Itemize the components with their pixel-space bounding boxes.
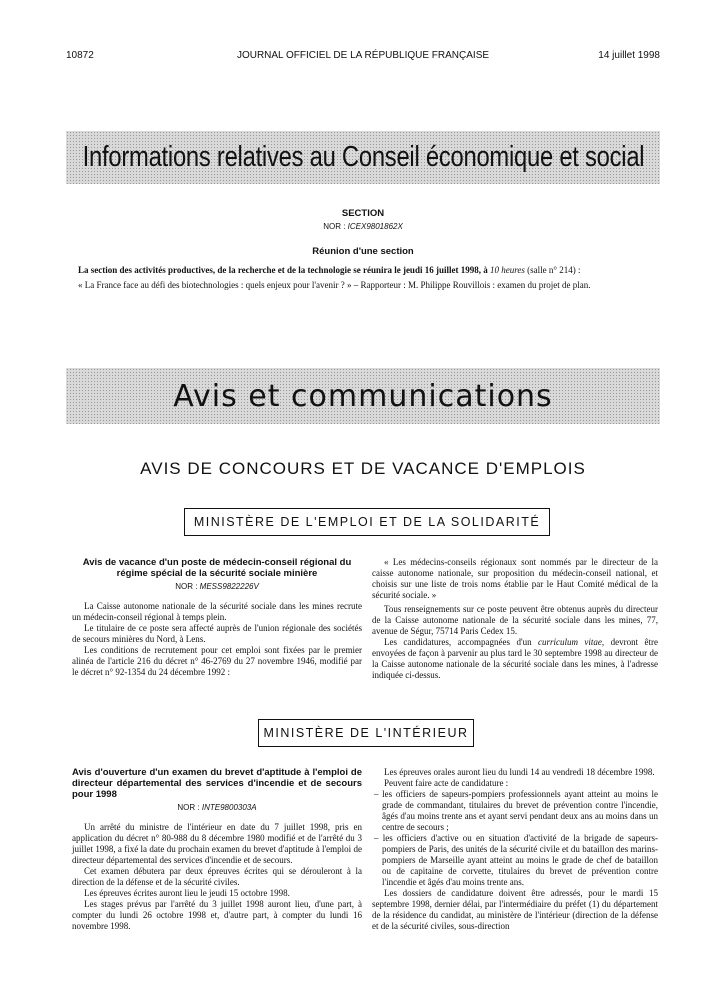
avis-banner — [66, 368, 660, 424]
ministry2-right-item-1: – les officiers de sapeurs-pompiers professionnels ayant atteint au moins le grade de commandant, titulaires du brevet de prévention contre l'incendie, âgés d'au moins trente ans et ayant servi pendant deux ans au moins dans un centre de secours ; — [374, 789, 658, 832]
section-para-2: « La France face au défi des biotechnologies : quels enjeux pour l'avenir ? » – Rapporteur : M. Philippe Rouvillois : examen du projet de plan. — [78, 280, 591, 290]
nor-prefix: NOR : — [323, 222, 346, 231]
para1-bold: La section des activités productives, de la recherche et de la technologie se réunira le jeudi 16 juillet 1998, à — [78, 265, 488, 275]
ministry2-right-para-3: Les dossiers de candidature doivent être adressés, pour le mardi 15 septembre 1998, dernier délai, par l'intermédiaire du préfet (1) du département de la résidence du candidat, au ministère de l'intérieur (direction de la défense et de la sécurité civiles, sous-direction — [372, 888, 658, 931]
ministry2-right-item-2: – les officiers d'active ou en situation d'activité de la brigade de sapeurs-pompiers de Paris, des unités de la sécurité civile et du bataillon des marins-pompiers de Marseille ayant atteint au moins le grade de chef de bataillon ou de capitaine de corvette, titulaires du brevet de prévention contre l'incendie et âgés d'au moins trente ans. — [374, 833, 658, 887]
ministry2-left-text — [72, 822, 362, 932]
curriculum-vitae: curriculum vitae, — [538, 637, 605, 647]
nor-prefix: NOR : — [175, 582, 198, 591]
ministry1-left-column — [72, 557, 362, 678]
nor-code: INTE9800303A — [201, 803, 257, 812]
section-title: SECTION — [341, 208, 385, 219]
ministry1-left-text — [72, 601, 362, 678]
ministry2-right-column — [372, 767, 658, 932]
ministry1-left-para-2: Le titulaire de ce poste sera affecté auprès de l'union régionale des sociétés de secours minières du Nord, à Lens. — [72, 623, 362, 644]
ces-banner — [66, 131, 660, 184]
avis-banner-title: Avis et communications — [173, 378, 553, 414]
page-number: 10872 — [66, 50, 94, 61]
ministry1-notice-title: Avis de vacance d'un poste de médecin-conseil régional du régime spécial de la sécurité sociale minière — [82, 557, 352, 579]
ministry-box-emploi: MINISTÈRE DE L'EMPLOI ET DE LA SOLIDARITÉ — [184, 508, 550, 536]
nor-code: MESS9822226V — [199, 582, 259, 591]
section-nor — [0, 222, 726, 231]
para1-time: 10 heures — [489, 265, 525, 275]
section-subtitle: Réunion d'une section — [312, 246, 414, 257]
ministry2-left-para-4: Les stages prévus par l'arrêté du 3 juillet 1998 auront lieu, d'une part, à compter du lundi 26 octobre 1998 et, d'autre part, à compter du lundi 16 novembre 1998. — [72, 899, 362, 931]
ministry2-nor — [72, 803, 362, 812]
ministry-box-interieur: MINISTÈRE DE L'INTÉRIEUR — [258, 719, 474, 747]
para3-end: devront être envoyées de façon à parvenir au plus tard le 30 septembre 1998 au directeur de la Caisse autonome nationale de la sécurité sociale dans les mines, à l'adresse indiquée ci-dessus. — [372, 637, 658, 680]
ministry1-right-column — [372, 557, 658, 681]
nor-prefix: NOR : — [177, 803, 200, 812]
ministry1-nor — [72, 582, 362, 591]
ministry2-left-para-2: Cet examen débutera par deux épreuves écrites qui se dérouleront à la direction de la défense et de la sécurité civiles. — [72, 866, 362, 887]
para3-start: Les candidatures, accompagnées d'un — [384, 637, 532, 647]
ministry2-left-para-1: Un arrêté du ministre de l'intérieur en date du 7 juillet 1998, pris en application du décret n° 80-988 du 8 décembre 1980 modifié et de l'arrêté du 3 juillet 1998, a fixé la date du prochain examen du brevet d'aptitude à l'emploi de directeur départemental des services d'incendie et de secours. — [72, 822, 362, 865]
ministry1-left-para-3: Les conditions de recrutement pour cet emploi sont fixées par le premier alinéa de l'article 216 du décret n° 46-2769 du 27 novembre 1946, modifié par le décret n° 92-1354 du 24 décembre 1992 : — [72, 645, 362, 677]
section-body — [66, 265, 660, 291]
para1-tail: (salle n° 214) : — [527, 265, 581, 275]
ministry1-right-para-1: « Les médecins-conseils régionaux sont nommés par le directeur de la caisse autonome nationale, sur proposition du médecin-conseil national, et choisis sur une liste de trois noms établie par le Haut Comité médical de la sécurité sociale. » — [372, 557, 658, 600]
ces-banner-title: Informations relatives au Conseil économique et social — [82, 141, 644, 173]
ministry1-right-para-3 — [372, 637, 658, 681]
ministry2-left-column — [72, 767, 362, 932]
journal-title: JOURNAL OFFICIEL DE LA RÉPUBLIQUE FRANÇAISE — [236, 50, 490, 61]
nor-code: ICEX9801862X — [347, 222, 403, 231]
ministry2-left-para-3: Les épreuves écrites auront lieu le jeudi 15 octobre 1998. — [84, 888, 290, 898]
section-para-1 — [66, 265, 660, 276]
ministry2-right-para-2: Peuvent faire acte de candidature : — [384, 778, 509, 788]
ministry2-right-para-1: Les épreuves orales auront lieu du lundi 14 au vendredi 18 décembre 1998. — [384, 767, 655, 777]
issue-date: 14 juillet 1998 — [598, 50, 660, 61]
ministry1-right-para-2: Tous renseignements sur ce poste peuvent être obtenus auprès du directeur de la Caisse autonome nationale de la sécurité sociale dans les mines, 77, avenue de Ségur, 75714 Paris Cedex 15. — [372, 604, 658, 636]
ministry2-notice-title: Avis d'ouverture d'un examen du brevet d'aptitude à l'emploi de directeur départemental des services d'incendie et de secours pour 1998 — [72, 767, 362, 800]
ministry1-left-para-1: La Caisse autonome nationale de la sécurité sociale dans les mines recrute un médecin-conseil régional à temps plein. — [72, 601, 362, 622]
main-heading: AVIS DE CONCOURS ET DE VACANCE D'EMPLOIS — [140, 459, 586, 478]
